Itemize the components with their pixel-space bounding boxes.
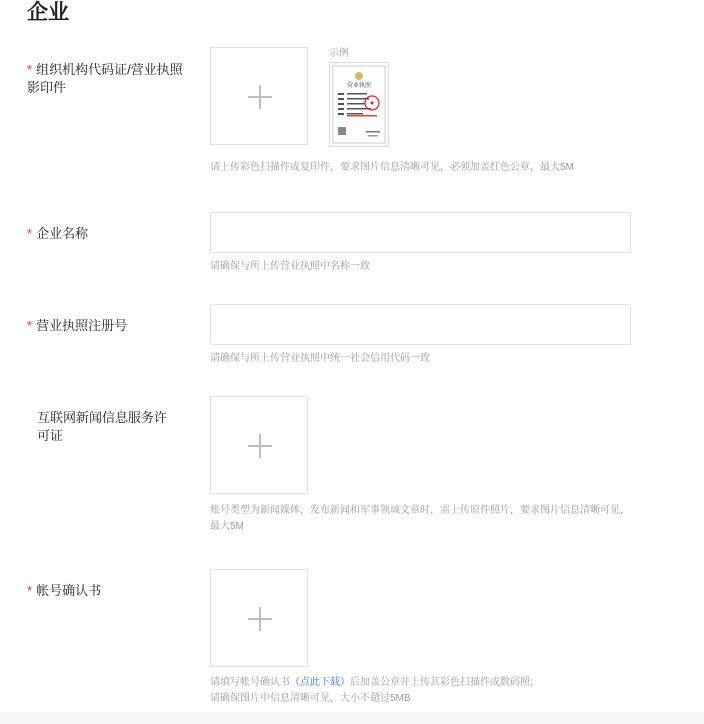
field-label-text: 帐号确认书 <box>36 583 102 598</box>
sample-label: 示例 <box>329 48 349 59</box>
license-hint: 请上传彩色扫描件或复印件，要求图片信息清晰可见，必须加盖红色公章，最大5M <box>210 162 574 173</box>
field-label-company-name <box>27 225 187 243</box>
news-license-upload-box[interactable] <box>210 396 308 494</box>
company-name-hint: 请确保与所上传营业执照中名称一致 <box>210 261 370 272</box>
field-label-text: 营业执照注册号 <box>36 318 128 333</box>
plus-icon <box>248 434 272 458</box>
download-link[interactable]: （点此下载） <box>290 677 350 688</box>
plus-icon <box>248 85 272 109</box>
reg-number-input[interactable] <box>210 304 631 345</box>
required-mark: * <box>27 226 33 241</box>
field-label-license-copy <box>27 61 187 97</box>
sample-doc-title: 营业执照 <box>346 82 372 89</box>
footer-strip <box>0 712 704 724</box>
field-label-reg-number <box>27 317 187 335</box>
sample-license-image[interactable] <box>329 62 389 147</box>
license-upload-box[interactable] <box>210 47 308 145</box>
reg-number-hint: 请确保与所上传营业执照中统一社会信用代码一致 <box>210 353 430 364</box>
hint-prefix: 请填写帐号确认书 <box>210 677 290 688</box>
account-confirm-upload-box[interactable] <box>210 569 308 667</box>
hint-suffix: 后加盖公章并上传其彩色扫描件或数码照; <box>350 677 533 688</box>
section-title: 企业 <box>27 1 69 24</box>
hint-line2: 请确保图片中信息清晰可见，大小不超过5MB <box>210 693 411 704</box>
field-label-text: 企业名称 <box>36 226 89 241</box>
company-name-input[interactable] <box>210 212 631 253</box>
field-label-news-license: 互联网新闻信息服务许可证 <box>37 410 168 443</box>
required-mark: * <box>27 583 33 598</box>
license-thumbnail-icon <box>330 63 388 146</box>
required-mark: * <box>27 318 33 333</box>
field-label-text: 组织机构代码证/营业执照影印件 <box>27 62 183 95</box>
plus-icon <box>248 607 272 631</box>
field-label-account-confirm <box>27 582 187 600</box>
news-license-hint: 账号类型为新闻媒体，发布新闻和军事领域文章时，需上传原件照片，要求图片信息清晰可见，最大5M <box>210 505 630 532</box>
account-confirm-hint <box>210 675 670 707</box>
required-mark: * <box>27 62 33 77</box>
